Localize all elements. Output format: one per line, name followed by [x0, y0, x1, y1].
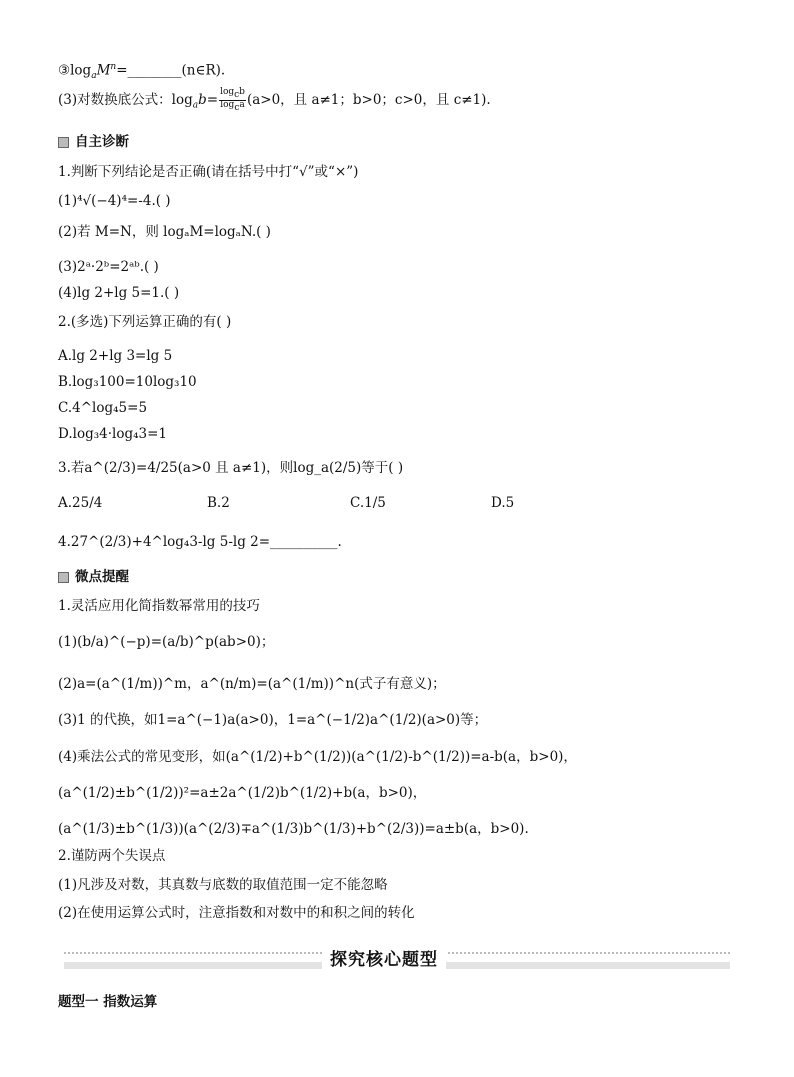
question-1: 1.判断下列结论是否正确(请在括号中打“√”或“×”) [58, 164, 359, 180]
question-3-option-b: B.2 [207, 495, 230, 511]
tip-2: 2.谨防两个失误点 [58, 848, 166, 864]
question-1-item-4: (4)lg 2+lg 5=1.( ) [58, 285, 180, 301]
banner-title: 探究核心题型 [322, 945, 446, 970]
change-of-base-line: (3)对数换底公式：$\log_ab=$ $\frac{\log_cb}{\log_ca}$ (a>0，且 a≠1；b>0；c>0，且 c≠1). [58, 87, 491, 113]
section-tips: 微点提醒 [58, 565, 129, 585]
tip-1-item-4: (4)乘法公式的常见变形，如(a^(1/2)+b^(1/2))(a^(1/2)-b^(1/2))=a-b(a，b>0)， [58, 749, 577, 765]
question-3: 3.若a^(2/3)=4/25(a>0 且 a≠1)，则log_a(2/5)等于( ) [58, 460, 404, 476]
section-banner [64, 945, 730, 969]
question-2-option-c: C.4^log₄5=5 [58, 400, 148, 416]
question-3-option-d: D.5 [491, 495, 515, 511]
question-3-option-c: C.1/5 [350, 495, 386, 511]
tip-1: 1.灵活应用化简指数幂常用的技巧 [58, 598, 260, 614]
question-3-option-a: A.25/4 [58, 495, 103, 511]
question-4: 4.27^(2/3)+4^log₄3-lg 5-lg 2=__________. [58, 534, 342, 550]
tip-2-item-1: (1)凡涉及对数，其真数与底数的取值范围一定不能忽略 [58, 877, 388, 893]
tip-1-item-2: (2)a=(a^(1/m))^m，a^(n/m)=(a^(1/m))^n(式子有意义)； [58, 676, 446, 692]
question-1-item-3: (3)2ᵃ·2ᵇ=2ᵃᵇ.( ) [58, 259, 159, 275]
question-2-option-d: D.log₃4·log₄3=1 [58, 426, 168, 442]
tip-1-item-1: (1)(b/a)^(−p)=(a/b)^p(ab>0)； [58, 634, 275, 650]
section-self-diagnosis: 自主诊断 [58, 130, 129, 150]
section-square-icon [58, 137, 69, 148]
section-square-icon [58, 572, 69, 583]
tip-1-item-5: (a^(1/2)±b^(1/2))²=a±2a^(1/2)b^(1/2)+b(a，b>0)， [58, 785, 427, 801]
question-1-item-1: (1)⁴√(−4)⁴=-4.( ) [58, 193, 171, 209]
topic-heading: 题型一 指数运算 [58, 994, 158, 1010]
formula-line-3: $③\log_aM^n=\_\_\_\_\_\_\_\_(n\in R)$. [58, 62, 226, 82]
tip-2-item-2: (2)在使用运算公式时，注意指数和对数中的和积之间的转化 [58, 905, 415, 921]
question-2: 2.(多选)下列运算正确的有( ) [58, 314, 232, 330]
question-2-option-b: B.log₃100=10log₃10 [58, 374, 197, 390]
tip-1-item-3: (3)1 的代换，如1=a^(−1)a(a>0)，1=a^(−1/2)a^(1/2)(a>0)等； [58, 712, 488, 728]
question-1-item-2: (2)若 M=N，则 logₐM=logₐN.( ) [58, 224, 271, 240]
question-2-option-a: A.lg 2+lg 3=lg 5 [58, 348, 173, 364]
tip-1-item-6: (a^(1/3)±b^(1/3))(a^(2/3)∓a^(1/3)b^(1/3)+b^(2/3))=a±b(a，b>0). [58, 821, 529, 837]
